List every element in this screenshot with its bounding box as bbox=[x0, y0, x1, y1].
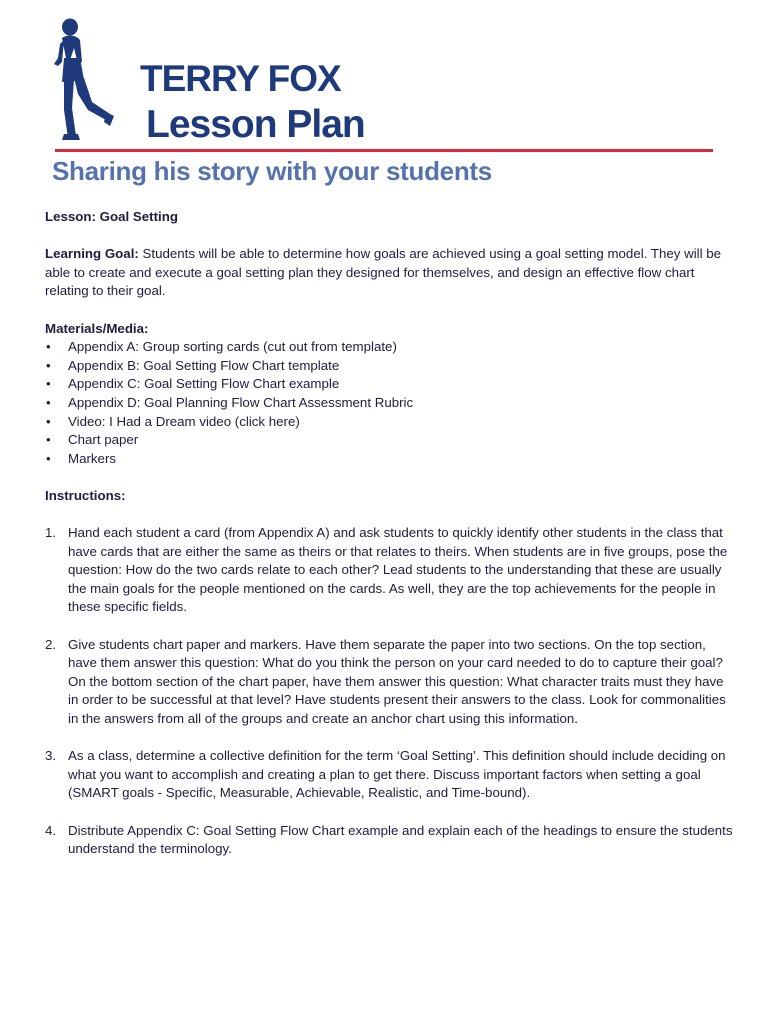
header-divider bbox=[55, 149, 713, 152]
instruction-step bbox=[45, 747, 735, 803]
step-number: 4. bbox=[45, 822, 57, 838]
lesson-body bbox=[45, 208, 735, 877]
materials-item-text: Appendix D: Goal Planning Flow Chart Assessment Rubric bbox=[68, 394, 414, 410]
list-item: • Markers bbox=[46, 450, 117, 466]
list-item: • Appendix A: Group sorting cards (cut out from template) bbox=[46, 339, 397, 355]
learning-goal-text: Students will be able to determine how goals are achieved using a goal setting model. They will be able to create and execute a goal setting plan they designed for themselves, and design an effective flow chart relating to their goal. bbox=[45, 246, 722, 299]
instruction-step bbox=[45, 524, 735, 617]
instructions-list bbox=[45, 524, 735, 859]
materials-item-text: Chart paper bbox=[68, 432, 139, 448]
materials-item-text: Appendix A: Group sorting cards (cut out from template) bbox=[68, 339, 397, 355]
materials-item-text: Appendix C: Goal Setting Flow Chart example bbox=[68, 376, 340, 392]
instructions-label: Instructions: bbox=[45, 487, 126, 503]
step-text: Hand each student a card (from Appendix A) and ask students to quickly identify other students in the class that have cards that are either the same as theirs or that relates to theirs. When students are in five groups, pose the question: How do the two cards relate to each other? Lead students to the understanding that these are usually the main goals for the people mentioned on the cards. As well, they are the top achievements for the people in these specific fields. bbox=[68, 525, 728, 615]
title-terry-fox: TERRY FOX bbox=[140, 58, 341, 99]
step-text: As a class, determine a collective definition for the term ‘Goal Setting’. This definition should include deciding on what you want to accomplish and creating a plan to get there. Discuss important factors when setting a goal (SMART goals - Specific, Measurable, Achievable, Realistic, and Time-bound). bbox=[68, 748, 726, 801]
step-number: 3. bbox=[45, 748, 57, 764]
learning-goal bbox=[45, 245, 735, 301]
running-figure-icon bbox=[50, 18, 120, 142]
instruction-step bbox=[45, 822, 735, 859]
list-item: • Appendix C: Goal Setting Flow Chart example bbox=[46, 376, 340, 392]
list-item: • Appendix D: Goal Planning Flow Chart Assessment Rubric bbox=[46, 394, 414, 410]
step-number: 1. bbox=[45, 525, 57, 541]
learning-goal-label: Learning Goal: bbox=[45, 246, 139, 262]
list-item: • Appendix B: Goal Setting Flow Chart template bbox=[46, 357, 340, 373]
video-link[interactable]: Video: I Had a Dream video (click here) bbox=[68, 413, 300, 429]
step-text: Give students chart paper and markers. Have them separate the paper into two sections. On the top section, have them answer this question: What do you think the person on your card needed to do to capture their goal? On the bottom section of the chart paper, have them answer this question: What character traits must they have in order to be successful at that level? Have students present their answers to the class. Look for commonalities in the answers from all of the groups and create an anchor chart using this information. bbox=[68, 636, 726, 727]
instruction-step bbox=[45, 636, 735, 729]
list-item[interactable]: • Video: I Had a Dream video (click here) bbox=[46, 413, 300, 429]
list-item: • Chart paper bbox=[46, 432, 139, 448]
materials-item-text: Markers bbox=[68, 450, 117, 466]
materials-item-text: Appendix B: Goal Setting Flow Chart template bbox=[68, 357, 340, 373]
page-subtitle: Sharing his story with your students bbox=[52, 156, 492, 186]
lesson-label: Lesson: Goal Setting bbox=[45, 209, 178, 224]
step-text: Distribute Appendix C: Goal Setting Flow Chart example and explain each of the headings to ensure the students understand the terminology. bbox=[68, 822, 733, 857]
step-number: 2. bbox=[45, 636, 57, 652]
materials-list bbox=[45, 338, 735, 468]
materials-label: Materials/Media: bbox=[45, 320, 149, 336]
title-lesson-plan: Lesson Plan bbox=[146, 103, 365, 146]
